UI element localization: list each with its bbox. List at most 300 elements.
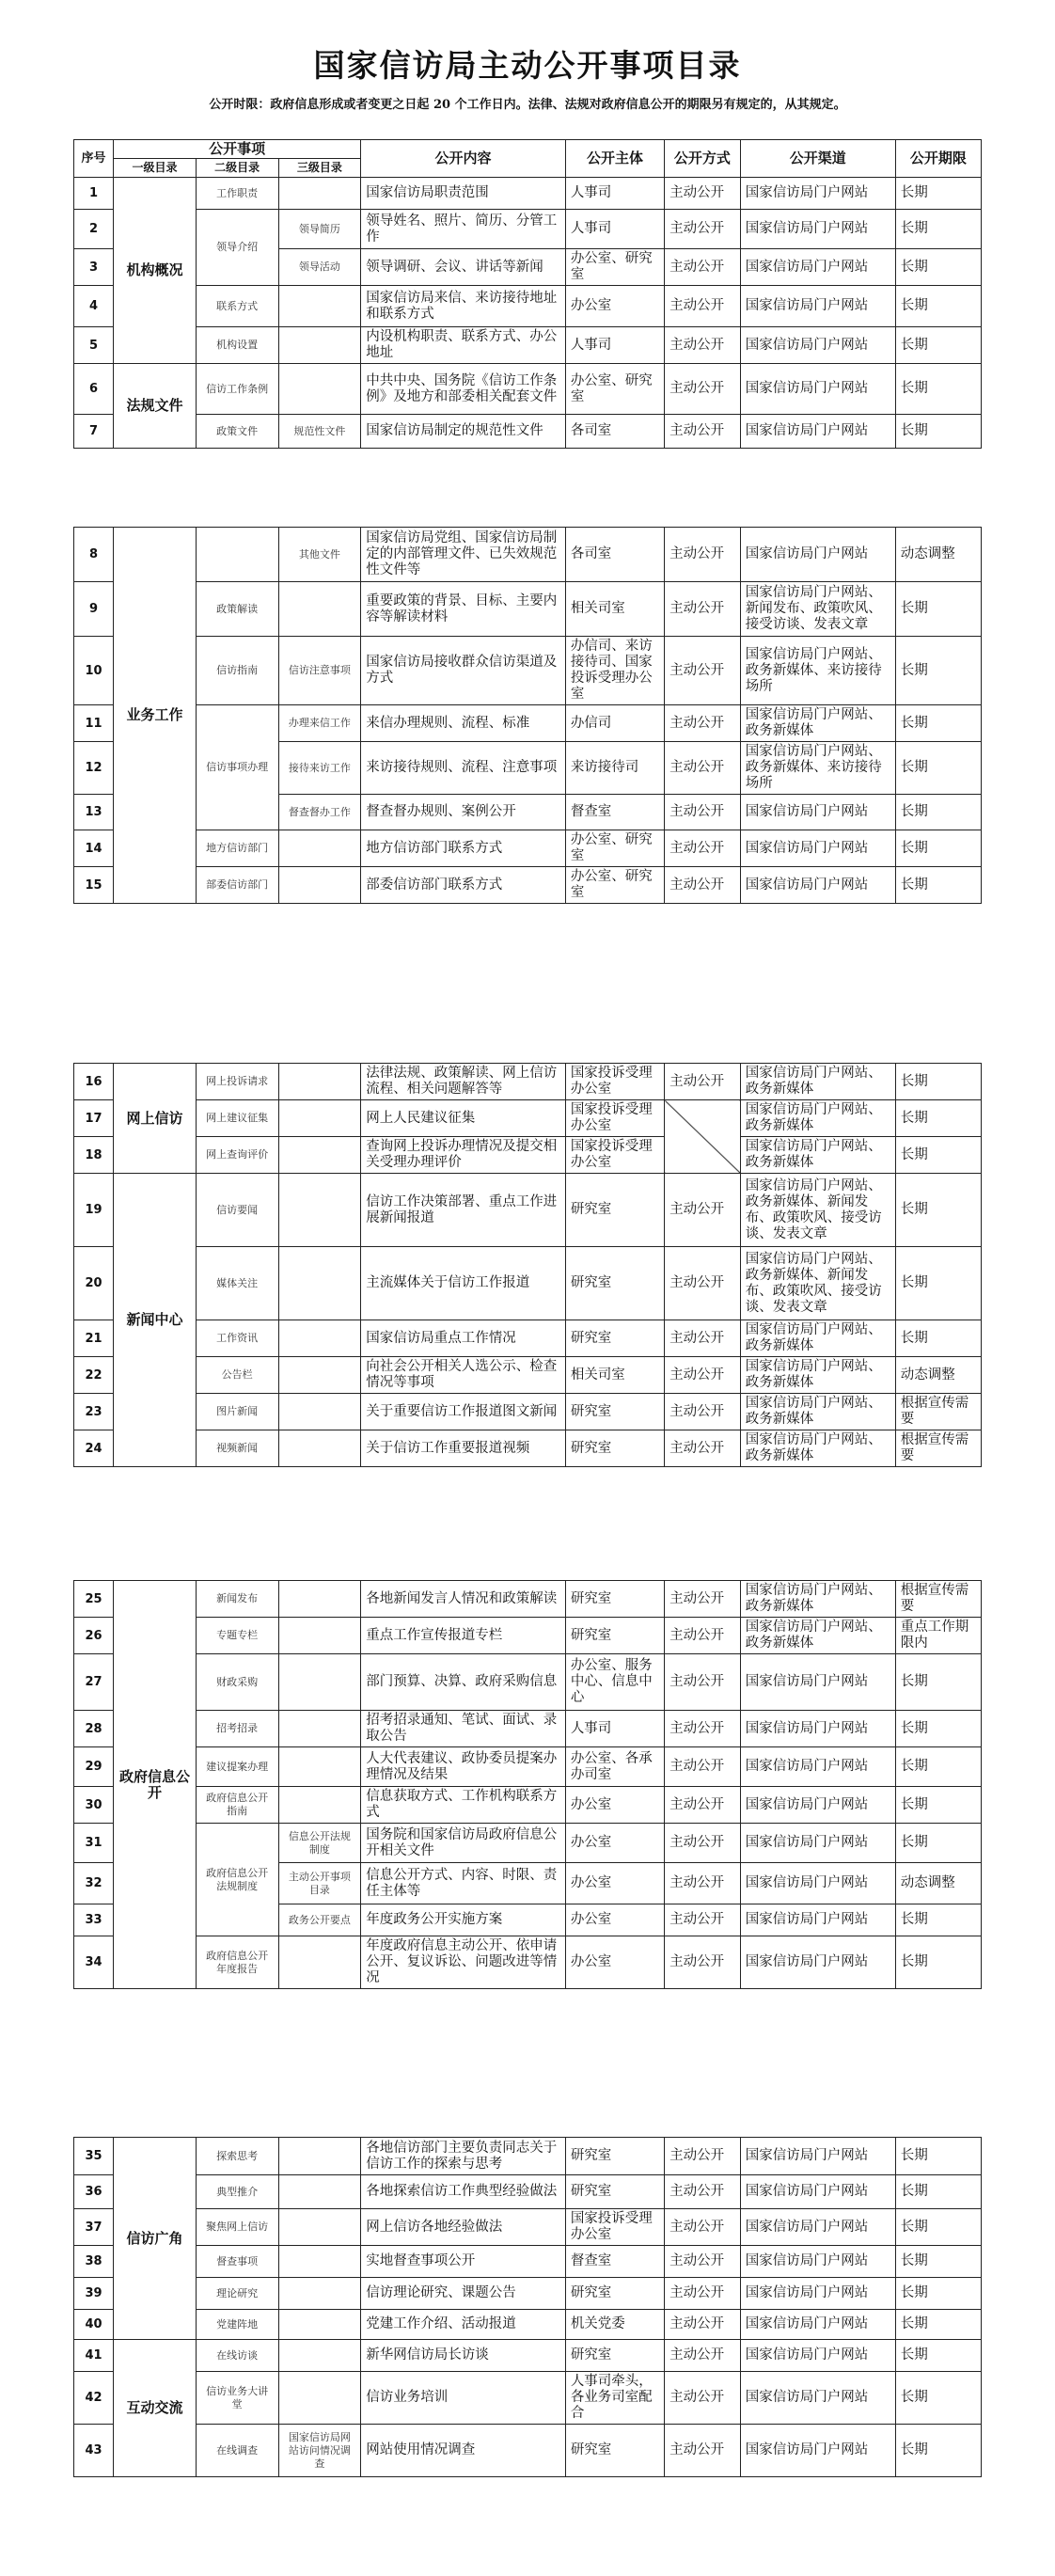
level3-item: 主动公开事项目录 <box>278 1863 361 1904</box>
period-cell: 根据宣传需要 <box>895 1581 981 1618</box>
subject-cell: 研究室 <box>565 2175 664 2209</box>
method-cell: 主动公开 <box>665 1824 741 1863</box>
row-number: 15 <box>74 867 114 904</box>
level1-category: 信访广角 <box>114 2138 197 2340</box>
period-cell: 重点工作期限内 <box>895 1618 981 1654</box>
level3-item <box>278 830 361 867</box>
level2-item: 联系方式 <box>196 286 278 327</box>
catalog-table-5 <box>73 2137 982 2477</box>
channel-cell: 国家信访局门户网站 <box>740 528 895 582</box>
level3-item: 其他文件 <box>278 528 361 582</box>
period-cell: 根据宣传需要 <box>895 1430 981 1467</box>
row-number: 22 <box>74 1357 114 1394</box>
row-number: 36 <box>74 2175 114 2209</box>
method-cell: 主动公开 <box>665 1936 741 1989</box>
channel-cell: 国家信访局门户网站 <box>740 2310 895 2340</box>
channel-cell: 国家信访局门户网站、政务新媒体 <box>740 1064 895 1100</box>
content-cell: 信息公开方式、内容、时限、责任主体等 <box>361 1863 566 1904</box>
period-cell: 长期 <box>895 2425 981 2477</box>
table-row <box>74 2372 982 2425</box>
level3-item <box>278 1787 361 1824</box>
subject-cell: 办公室、研究室 <box>565 830 664 867</box>
content-cell: 实地督查事项公开 <box>361 2246 566 2278</box>
period-cell: 长期 <box>895 2340 981 2372</box>
method-cell: 主动公开 <box>665 1430 741 1467</box>
subject-cell: 办公室、研究室 <box>565 867 664 904</box>
period-cell: 长期 <box>895 1100 981 1137</box>
table-row <box>74 1394 982 1430</box>
channel-cell: 国家信访局门户网站 <box>740 2340 895 2372</box>
level2-item: 网上投诉请求 <box>196 1064 278 1100</box>
level2-item <box>196 528 278 582</box>
table-row <box>74 210 982 249</box>
method-cell: 主动公开 <box>665 830 741 867</box>
header-level3: 三级目录 <box>278 159 361 178</box>
period-cell: 长期 <box>895 2310 981 2340</box>
row-number: 26 <box>74 1618 114 1654</box>
channel-cell: 国家信访局门户网站、政务新媒体 <box>740 1100 895 1137</box>
level2-item: 理论研究 <box>196 2278 278 2310</box>
subject-cell: 各司室 <box>565 415 664 449</box>
row-number: 9 <box>74 582 114 637</box>
period-cell: 长期 <box>895 2246 981 2278</box>
level2-item: 媒体关注 <box>196 1247 278 1320</box>
table-row <box>74 1430 982 1467</box>
period-cell: 长期 <box>895 1064 981 1100</box>
level2-item: 政府信息公开法规制度 <box>196 1824 278 1936</box>
level1-category: 法规文件 <box>114 364 197 449</box>
row-number: 4 <box>74 286 114 327</box>
level2-item: 招考招录 <box>196 1711 278 1747</box>
level3-item <box>278 1357 361 1394</box>
table-row <box>74 1618 982 1654</box>
content-cell: 关于信访工作重要报道视频 <box>361 1430 566 1467</box>
row-number: 7 <box>74 415 114 449</box>
subject-cell: 国家投诉受理办公室 <box>565 1137 664 1174</box>
period-cell: 动态调整 <box>895 528 981 582</box>
row-number: 39 <box>74 2278 114 2310</box>
catalog-table-3 <box>73 1063 982 1467</box>
method-cell: 主动公开 <box>665 705 741 742</box>
row-number: 18 <box>74 1137 114 1174</box>
level3-item <box>278 1747 361 1787</box>
channel-cell: 国家信访局门户网站 <box>740 364 895 415</box>
method-cell: 主动公开 <box>665 2246 741 2278</box>
level2-item: 政府信息公开年度报告 <box>196 1936 278 1989</box>
table-row <box>74 327 982 364</box>
channel-cell: 国家信访局门户网站、政务新媒体 <box>740 1357 895 1394</box>
channel-cell: 国家信访局门户网站 <box>740 210 895 249</box>
period-cell: 动态调整 <box>895 1863 981 1904</box>
subject-cell: 办公室、服务中心、信息中心 <box>565 1654 664 1711</box>
subject-cell: 人事司 <box>565 327 664 364</box>
subject-cell: 相关司室 <box>565 1357 664 1394</box>
channel-cell: 国家信访局门户网站 <box>740 830 895 867</box>
level2-item: 部委信访部门 <box>196 867 278 904</box>
level1-category: 新闻中心 <box>114 1174 197 1467</box>
period-cell: 长期 <box>895 286 981 327</box>
channel-cell: 国家信访局门户网站 <box>740 2175 895 2209</box>
period-cell: 长期 <box>895 1654 981 1711</box>
method-cell: 主动公开 <box>665 2372 741 2425</box>
level3-item <box>278 1064 361 1100</box>
channel-cell: 国家信访局门户网站 <box>740 2246 895 2278</box>
subject-cell: 办公室 <box>565 286 664 327</box>
content-cell: 法律法规、政策解读、网上信访流程、相关问题解答等 <box>361 1064 566 1100</box>
channel-cell: 国家信访局门户网站 <box>740 795 895 830</box>
period-cell: 长期 <box>895 249 981 286</box>
level3-item <box>278 1581 361 1618</box>
table-row <box>74 1137 982 1174</box>
level3-item: 信息公开法规制度 <box>278 1824 361 1863</box>
level2-item: 在线调查 <box>196 2425 278 2477</box>
level1-category: 互动交流 <box>114 2340 197 2477</box>
level3-item <box>278 364 361 415</box>
channel-cell: 国家信访局门户网站 <box>740 2278 895 2310</box>
period-cell: 长期 <box>895 742 981 795</box>
channel-cell: 国家信访局门户网站、政务新媒体 <box>740 1581 895 1618</box>
subject-cell: 办公室 <box>565 1824 664 1863</box>
channel-cell: 国家信访局门户网站、政务新媒体、来访接待场所 <box>740 637 895 705</box>
method-cell: 主动公开 <box>665 178 741 210</box>
method-cell: 主动公开 <box>665 1787 741 1824</box>
channel-cell: 国家信访局门户网站 <box>740 1863 895 1904</box>
method-cell: 主动公开 <box>665 1904 741 1936</box>
level2-item: 政策文件 <box>196 415 278 449</box>
header-channel: 公开渠道 <box>740 140 895 178</box>
level3-item <box>278 1936 361 1989</box>
row-number: 35 <box>74 2138 114 2175</box>
level3-item <box>278 327 361 364</box>
content-cell: 督查督办规则、案例公开 <box>361 795 566 830</box>
row-number: 14 <box>74 830 114 867</box>
content-cell: 内设机构职责、联系方式、办公地址 <box>361 327 566 364</box>
level2-item: 探索思考 <box>196 2138 278 2175</box>
content-cell: 年度政府信息主动公开、依申请公开、复议诉讼、问题改进等情况 <box>361 1936 566 1989</box>
method-cell-crossed <box>665 1100 741 1174</box>
method-cell: 主动公开 <box>665 1863 741 1904</box>
table-row <box>74 2209 982 2246</box>
channel-cell: 国家信访局门户网站 <box>740 867 895 904</box>
header-method: 公开方式 <box>665 140 741 178</box>
method-cell: 主动公开 <box>665 637 741 705</box>
level3-item <box>278 1430 361 1467</box>
level2-item: 督查事项 <box>196 2246 278 2278</box>
table-row <box>74 705 982 742</box>
channel-cell: 国家信访局门户网站、政务新媒体 <box>740 705 895 742</box>
row-number: 41 <box>74 2340 114 2372</box>
level3-item <box>278 2310 361 2340</box>
table-row <box>74 637 982 705</box>
table-row <box>74 1787 982 1824</box>
level2-item: 党建阵地 <box>196 2310 278 2340</box>
content-cell: 信访工作决策部署、重点工作进展新闻报道 <box>361 1174 566 1247</box>
content-cell: 领导调研、会议、讲话等新闻 <box>361 249 566 286</box>
channel-cell: 国家信访局门户网站、政务新媒体 <box>740 1430 895 1467</box>
content-cell: 来访接待规则、流程、注意事项 <box>361 742 566 795</box>
level2-item: 财政采购 <box>196 1654 278 1711</box>
level2-item: 建议提案办理 <box>196 1747 278 1787</box>
content-cell: 网上人民建议征集 <box>361 1100 566 1137</box>
table-row <box>74 2310 982 2340</box>
level2-item: 工作职责 <box>196 178 278 210</box>
method-cell: 主动公开 <box>665 1618 741 1654</box>
content-cell: 国家信访局接收群众信访渠道及方式 <box>361 637 566 705</box>
method-cell: 主动公开 <box>665 249 741 286</box>
content-cell: 查询网上投诉办理情况及提交相关受理办理评价 <box>361 1137 566 1174</box>
subject-cell: 研究室 <box>565 1320 664 1357</box>
channel-cell: 国家信访局门户网站 <box>740 1904 895 1936</box>
table-row <box>74 528 982 582</box>
channel-cell: 国家信访局门户网站 <box>740 415 895 449</box>
channel-cell: 国家信访局门户网站 <box>740 1747 895 1787</box>
subject-cell: 办公室 <box>565 1787 664 1824</box>
period-cell: 长期 <box>895 867 981 904</box>
row-number: 40 <box>74 2310 114 2340</box>
period-cell: 长期 <box>895 582 981 637</box>
catalog-table-2 <box>73 527 982 904</box>
header-items: 公开事项 <box>114 140 361 159</box>
method-cell: 主动公开 <box>665 1581 741 1618</box>
subject-cell: 研究室 <box>565 1618 664 1654</box>
level2-item: 政府信息公开指南 <box>196 1787 278 1824</box>
subject-cell: 督查室 <box>565 2246 664 2278</box>
subject-cell: 办公室 <box>565 1904 664 1936</box>
channel-cell: 国家信访局门户网站 <box>740 1936 895 1989</box>
subject-cell: 办信司、来访接待司、国家投诉受理办公室 <box>565 637 664 705</box>
level1-category: 网上信访 <box>114 1064 197 1174</box>
channel-cell: 国家信访局门户网站 <box>740 1787 895 1824</box>
subject-cell: 办公室 <box>565 1936 664 1989</box>
table-row <box>74 1174 982 1247</box>
subject-cell: 人事司 <box>565 178 664 210</box>
row-number: 3 <box>74 249 114 286</box>
row-number: 17 <box>74 1100 114 1137</box>
method-cell: 主动公开 <box>665 2310 741 2340</box>
period-cell: 长期 <box>895 1247 981 1320</box>
subject-cell: 办信司 <box>565 705 664 742</box>
level3-item: 国家信访局网站访问情况调查 <box>278 2425 361 2477</box>
channel-cell: 国家信访局门户网站 <box>740 178 895 210</box>
method-cell: 主动公开 <box>665 582 741 637</box>
table-row <box>74 1064 982 1100</box>
subject-cell: 研究室 <box>565 1581 664 1618</box>
level1-category: 政府信息公开 <box>114 1581 197 1989</box>
level3-item: 政务公开要点 <box>278 1904 361 1936</box>
table-row <box>74 178 982 210</box>
method-cell: 主动公开 <box>665 1247 741 1320</box>
period-cell: 长期 <box>895 1904 981 1936</box>
subject-cell: 办公室、研究室 <box>565 364 664 415</box>
row-number: 37 <box>74 2209 114 2246</box>
row-number: 10 <box>74 637 114 705</box>
period-cell: 长期 <box>895 1936 981 1989</box>
row-number: 43 <box>74 2425 114 2477</box>
method-cell: 主动公开 <box>665 210 741 249</box>
channel-cell: 国家信访局门户网站、政务新媒体 <box>740 1137 895 1174</box>
subject-cell: 研究室 <box>565 1394 664 1430</box>
table-row <box>74 2278 982 2310</box>
content-cell: 重要政策的背景、目标、主要内容等解读材料 <box>361 582 566 637</box>
period-cell: 长期 <box>895 178 981 210</box>
method-cell: 主动公开 <box>665 1064 741 1100</box>
method-cell: 主动公开 <box>665 1654 741 1711</box>
subject-cell: 研究室 <box>565 1174 664 1247</box>
row-number: 12 <box>74 742 114 795</box>
table-row <box>74 1747 982 1787</box>
channel-cell: 国家信访局门户网站、政务新媒体 <box>740 1320 895 1357</box>
content-cell: 向社会公开相关人选公示、检查情况等事项 <box>361 1357 566 1394</box>
publication-time-limit-note: 公开时限：政府信息形成或者变更之日起 20 个工作日内。法律、法规对政府信息公开的期限另有规定的，从其规定。 <box>209 98 846 112</box>
method-cell: 主动公开 <box>665 1711 741 1747</box>
row-number: 28 <box>74 1711 114 1747</box>
row-number: 11 <box>74 705 114 742</box>
level2-item: 新闻发布 <box>196 1581 278 1618</box>
table-row <box>74 582 982 637</box>
period-cell: 动态调整 <box>895 1357 981 1394</box>
subject-cell: 办公室、各承办司室 <box>565 1747 664 1787</box>
channel-cell: 国家信访局门户网站、政务新媒体 <box>740 1618 895 1654</box>
catalog-table-4 <box>73 1580 982 1989</box>
row-number: 42 <box>74 2372 114 2425</box>
period-cell: 长期 <box>895 1747 981 1787</box>
method-cell: 主动公开 <box>665 2425 741 2477</box>
content-cell: 各地探索信访工作典型经验做法 <box>361 2175 566 2209</box>
content-cell: 领导姓名、照片、简历、分管工作 <box>361 210 566 249</box>
level3-item <box>278 1654 361 1711</box>
header-no: 序号 <box>74 140 114 178</box>
period-cell: 长期 <box>895 364 981 415</box>
period-cell: 长期 <box>895 2372 981 2425</box>
level3-item <box>278 2340 361 2372</box>
level2-item: 信访业务大讲堂 <box>196 2372 278 2425</box>
level2-item: 工作资讯 <box>196 1320 278 1357</box>
channel-cell: 国家信访局门户网站、政务新媒体、新闻发布、政策吹风、接受访谈、发表文章 <box>740 1247 895 1320</box>
channel-cell: 国家信访局门户网站 <box>740 2372 895 2425</box>
channel-cell: 国家信访局门户网站 <box>740 1654 895 1711</box>
content-cell: 国家信访局职责范围 <box>361 178 566 210</box>
method-cell: 主动公开 <box>665 2209 741 2246</box>
level2-item: 地方信访部门 <box>196 830 278 867</box>
header-row <box>74 140 982 159</box>
level3-item <box>278 1711 361 1747</box>
subject-cell: 国家投诉受理办公室 <box>565 2209 664 2246</box>
content-cell: 信息获取方式、工作机构联系方式 <box>361 1787 566 1824</box>
content-cell: 网上信访各地经验做法 <box>361 2209 566 2246</box>
method-cell: 主动公开 <box>665 1357 741 1394</box>
table-row <box>74 2138 982 2175</box>
row-number: 8 <box>74 528 114 582</box>
period-cell: 长期 <box>895 327 981 364</box>
method-cell: 主动公开 <box>665 1747 741 1787</box>
header-subject: 公开主体 <box>565 140 664 178</box>
row-number: 16 <box>74 1064 114 1100</box>
subject-cell: 研究室 <box>565 2138 664 2175</box>
level3-item <box>278 2278 361 2310</box>
subject-cell: 研究室 <box>565 2340 664 2372</box>
content-cell: 信访业务培训 <box>361 2372 566 2425</box>
content-cell: 地方信访部门联系方式 <box>361 830 566 867</box>
content-cell: 国家信访局制定的规范性文件 <box>361 415 566 449</box>
level3-item: 督查督办工作 <box>278 795 361 830</box>
row-number: 27 <box>74 1654 114 1711</box>
level2-item: 图片新闻 <box>196 1394 278 1430</box>
table-row <box>74 2340 982 2372</box>
level3-item <box>278 2209 361 2246</box>
level2-item: 信访工作条例 <box>196 364 278 415</box>
method-cell: 主动公开 <box>665 1174 741 1247</box>
level2-item: 专题专栏 <box>196 1618 278 1654</box>
level2-item: 聚焦网上信访 <box>196 2209 278 2246</box>
table-row <box>74 286 982 327</box>
content-cell: 网站使用情况调查 <box>361 2425 566 2477</box>
table-row <box>74 415 982 449</box>
subject-cell: 国家投诉受理办公室 <box>565 1064 664 1100</box>
row-number: 25 <box>74 1581 114 1618</box>
row-number: 2 <box>74 210 114 249</box>
level3-item: 规范性文件 <box>278 415 361 449</box>
channel-cell: 国家信访局门户网站 <box>740 249 895 286</box>
level3-item <box>278 1247 361 1320</box>
level3-item <box>278 2175 361 2209</box>
row-number: 34 <box>74 1936 114 1989</box>
content-cell: 招考招录通知、笔试、面试、录取公告 <box>361 1711 566 1747</box>
table-row <box>74 1247 982 1320</box>
channel-cell: 国家信访局门户网站 <box>740 286 895 327</box>
row-number: 6 <box>74 364 114 415</box>
subject-cell: 人事司 <box>565 210 664 249</box>
level3-item <box>278 178 361 210</box>
content-cell: 党建工作介绍、活动报道 <box>361 2310 566 2340</box>
period-cell: 长期 <box>895 210 981 249</box>
subject-cell: 人事司牵头，各业务司室配合 <box>565 2372 664 2425</box>
content-cell: 重点工作宣传报道专栏 <box>361 1618 566 1654</box>
subject-cell: 研究室 <box>565 1247 664 1320</box>
level2-item: 网上建议征集 <box>196 1100 278 1137</box>
method-cell: 主动公开 <box>665 1320 741 1357</box>
row-number: 19 <box>74 1174 114 1247</box>
content-cell: 中共中央、国务院《信访工作条例》及地方和部委相关配套文件 <box>361 364 566 415</box>
period-cell: 长期 <box>895 1137 981 1174</box>
content-cell: 国家信访局重点工作情况 <box>361 1320 566 1357</box>
channel-cell: 国家信访局门户网站、政务新媒体、来访接待场所 <box>740 742 895 795</box>
channel-cell: 国家信访局门户网站 <box>740 2425 895 2477</box>
period-cell: 根据宣传需要 <box>895 1394 981 1430</box>
channel-cell: 国家信访局门户网站 <box>740 1711 895 1747</box>
content-cell: 人大代表建议、政协委员提案办理情况及结果 <box>361 1747 566 1787</box>
level2-item: 网上查询评价 <box>196 1137 278 1174</box>
channel-cell: 国家信访局门户网站 <box>740 1824 895 1863</box>
row-number: 24 <box>74 1430 114 1467</box>
subject-cell: 国家投诉受理办公室 <box>565 1100 664 1137</box>
header-content: 公开内容 <box>361 140 566 178</box>
method-cell: 主动公开 <box>665 795 741 830</box>
level2-item: 政策解读 <box>196 582 278 637</box>
table-row <box>74 2246 982 2278</box>
level3-item: 办理来信工作 <box>278 705 361 742</box>
table-row <box>74 2425 982 2477</box>
content-cell: 各地信访部门主要负责同志关于信访工作的探索与思考 <box>361 2138 566 2175</box>
period-cell: 长期 <box>895 637 981 705</box>
content-cell: 年度政务公开实施方案 <box>361 1904 566 1936</box>
method-cell: 主动公开 <box>665 1394 741 1430</box>
level1-category: 机构概况 <box>114 178 197 364</box>
content-cell: 国务院和国家信访局政府信息公开相关文件 <box>361 1824 566 1863</box>
subject-cell: 研究室 <box>565 2278 664 2310</box>
level3-item <box>278 2372 361 2425</box>
level3-item <box>278 1100 361 1137</box>
method-cell: 主动公开 <box>665 327 741 364</box>
